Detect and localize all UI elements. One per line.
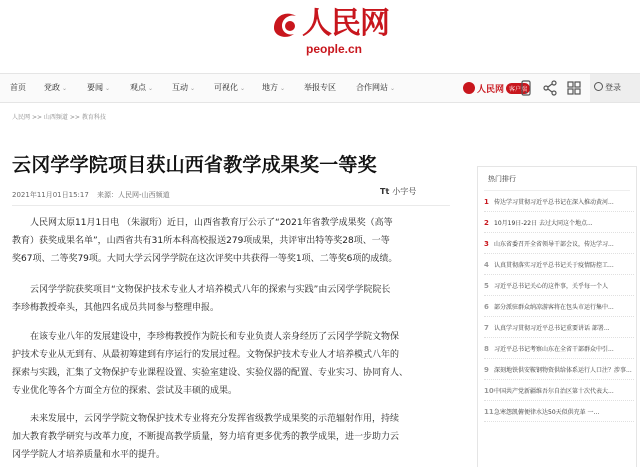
- rank-number: 4: [484, 261, 489, 269]
- chevron-down-icon: ⌄: [390, 85, 396, 92]
- article-paragraph: [12, 214, 452, 268]
- chevron-down-icon: ⌄: [240, 85, 246, 92]
- nav-item-news[interactable]: [87, 74, 110, 102]
- nav-label: 可视化: [214, 83, 238, 92]
- ranking-item-text: 部分派驻群众纳凉游客将在包头市运行集中...: [494, 304, 614, 311]
- rank-number: 1: [484, 198, 489, 206]
- breadcrumb-sep: >>: [31, 114, 42, 121]
- paragraph-line: 冈学学院人才培养质量和水平的提升。: [12, 450, 166, 460]
- nav-label: 要闻: [87, 83, 103, 92]
- login-label: 登录: [605, 83, 621, 92]
- ranking-item[interactable]: [484, 360, 634, 380]
- app-logo-text: 人民网: [477, 84, 505, 95]
- ranking-item[interactable]: [484, 213, 634, 233]
- ranking-item[interactable]: [484, 297, 634, 317]
- people-app-icon: [463, 82, 475, 94]
- ranking-item-text: 习近平总书记考察山东在全省干部群众中引...: [494, 346, 614, 353]
- article-title: 云冈学学院项目获山西省教学成果奖一等奖: [12, 154, 377, 176]
- paragraph-line: 奖67项、二等奖79项。大同大学云冈学学院在这次评奖中共获得一等奖1项、二等奖6项的成绩。: [12, 254, 398, 264]
- logo-text-en: people.cn: [306, 42, 363, 56]
- paragraph-line: 未来发展中，云冈学学院文物保护技术专业将充分发挥省级教学成果奖的示范辐射作用，持续: [12, 414, 400, 424]
- rank-number: 8: [484, 345, 489, 353]
- nav-label: 地方: [262, 83, 278, 92]
- paragraph-line: 李珍梅教授牵头，其他四名成员共同参与整理申报。: [12, 303, 220, 313]
- publish-time: 2021年11月01日15:17: [12, 191, 89, 199]
- ranking-item-text: 认真学习贯彻习近平总书记重要讲话 部署...: [494, 325, 610, 332]
- hot-ranking-title: 热门排行: [484, 167, 630, 191]
- user-icon: [594, 82, 603, 91]
- ranking-item-text: 中国共产党新疆维吾尔自治区第十次代表大...: [494, 388, 614, 395]
- breadcrumb-home[interactable]: 人民网: [12, 114, 31, 121]
- nav-item-visual[interactable]: [214, 74, 245, 102]
- share-icon[interactable]: [540, 78, 560, 98]
- hot-ranking-panel: [477, 166, 637, 467]
- nav-label: 观点: [130, 83, 146, 92]
- ranking-item-text: 习近平总书记关心的这件事，关乎每一个人: [494, 283, 609, 290]
- ranking-item[interactable]: [484, 192, 634, 212]
- nav-item-partners[interactable]: [356, 74, 395, 102]
- people-logo-icon: [268, 6, 302, 40]
- ranking-item[interactable]: [484, 339, 634, 359]
- breadcrumb: [12, 112, 106, 121]
- font-size-icon: Tt: [380, 187, 390, 196]
- paragraph-line: 在该专业八年的发展建设中，李珍梅教授作为院长和专业负责人亲身经历了云冈学学院文物保: [12, 332, 400, 342]
- rank-number: 5: [484, 282, 489, 290]
- rank-number: 10: [484, 387, 494, 395]
- grid-icon[interactable]: [564, 78, 584, 98]
- article-paragraph: [12, 281, 452, 317]
- breadcrumb-channel[interactable]: 山西频道: [43, 114, 68, 121]
- main-nav: [0, 73, 640, 103]
- title-divider: [12, 205, 450, 206]
- nav-item-interact[interactable]: [172, 74, 195, 102]
- nav-item-opinion[interactable]: [130, 74, 153, 102]
- chevron-down-icon: ⌄: [280, 85, 286, 92]
- ranking-item-text: 山东省委召开全省领导干部会议，传达学习...: [494, 241, 614, 248]
- rank-number: 11: [484, 408, 494, 416]
- nav-label: 举报专区: [304, 83, 336, 92]
- chevron-down-icon: ⌄: [190, 85, 196, 92]
- app-badge: 客户端: [506, 83, 530, 94]
- ranking-item[interactable]: [484, 234, 634, 254]
- logo-text-cn: 人民网: [302, 6, 389, 41]
- ranking-item[interactable]: [484, 381, 634, 401]
- breadcrumb-sep: >>: [69, 114, 80, 121]
- chevron-down-icon: ⌄: [62, 85, 68, 92]
- chevron-down-icon: ⌄: [105, 85, 111, 92]
- paragraph-line: 人民网太原11月1日电 （朱淑珩）近日，山西省教育厅公示了“2021年省教学成果奖（高等: [12, 218, 393, 228]
- paragraph-line: 教育）获奖成果名单”，山西省共有31所本科高校报送279项成果，共评审出特等奖28项、一等: [12, 236, 390, 246]
- nav-label: 互动: [172, 83, 188, 92]
- chevron-down-icon: ⌄: [148, 85, 154, 92]
- nav-item-report[interactable]: [304, 74, 336, 102]
- font-size-toggle[interactable]: [380, 186, 416, 197]
- nav-label: 首页: [10, 83, 26, 92]
- rank-number: 3: [484, 240, 489, 248]
- article-paragraph: [12, 410, 452, 464]
- ranking-item[interactable]: [484, 402, 634, 422]
- site-logo[interactable]: [268, 6, 389, 66]
- paragraph-line: 云冈学学院获奖项目“文物保护技术专业人才培养模式八年的探索与实践”由云冈学学院院长: [12, 285, 391, 295]
- paragraph-line: 加大教育教学研究与改革力度，不断提高教学质量，努力培育更多优秀的教学成果，进一步助力云: [12, 432, 400, 442]
- paragraph-line: 专业优化等各个方面全方位的探索、尝试及丰硕的成果。: [12, 386, 238, 396]
- rank-number: 6: [484, 303, 489, 311]
- nav-item-local[interactable]: [262, 74, 285, 102]
- ranking-item-text: 传达学习贯彻习近平总书记在深入推动黄河...: [494, 199, 614, 206]
- breadcrumb-section[interactable]: 教育科技: [81, 114, 106, 121]
- rank-number: 2: [484, 219, 489, 227]
- paragraph-line: 护技术专业从无到有、从最初筹建到有序运行的发展过程。文物保护技术专业人才培养模式八年的: [12, 350, 400, 360]
- rank-number: 9: [484, 366, 489, 374]
- article-paragraph: [12, 328, 452, 400]
- site-header: [0, 0, 640, 72]
- ranking-item-text: 急寒怨凯俯便律水达50天似供充革 一...: [494, 409, 600, 416]
- rank-number: 7: [484, 324, 489, 332]
- ranking-item[interactable]: [484, 318, 634, 338]
- paragraph-line: 探索与实践，汇集了文物保护专业课程设置、实验室建设、实验仪器的配置、专业实习、协同育人、: [12, 368, 409, 378]
- nav-item-home[interactable]: [10, 74, 26, 102]
- ranking-item-text: 深刻地铁供安鞍钢物资供给体系运行人口注？涉事...: [494, 367, 632, 374]
- phone-icon[interactable]: [516, 78, 536, 98]
- ranking-item-text: 认真贯彻落实习近平总书记关于疫情防控工...: [494, 262, 614, 269]
- nav-label: 合作网站: [356, 83, 388, 92]
- ranking-item[interactable]: [484, 276, 634, 296]
- ranking-item-text: 10月19日-22日 去过大同这个地点...: [494, 220, 593, 227]
- nav-label: 党政: [44, 83, 60, 92]
- nav-item-party[interactable]: [44, 74, 67, 102]
- login-button[interactable]: [590, 74, 640, 102]
- ranking-item[interactable]: [484, 255, 634, 275]
- article-meta: [12, 190, 170, 200]
- font-size-label: 小字号: [392, 187, 417, 196]
- article-source[interactable]: 来源：人民网-山西频道: [97, 191, 170, 199]
